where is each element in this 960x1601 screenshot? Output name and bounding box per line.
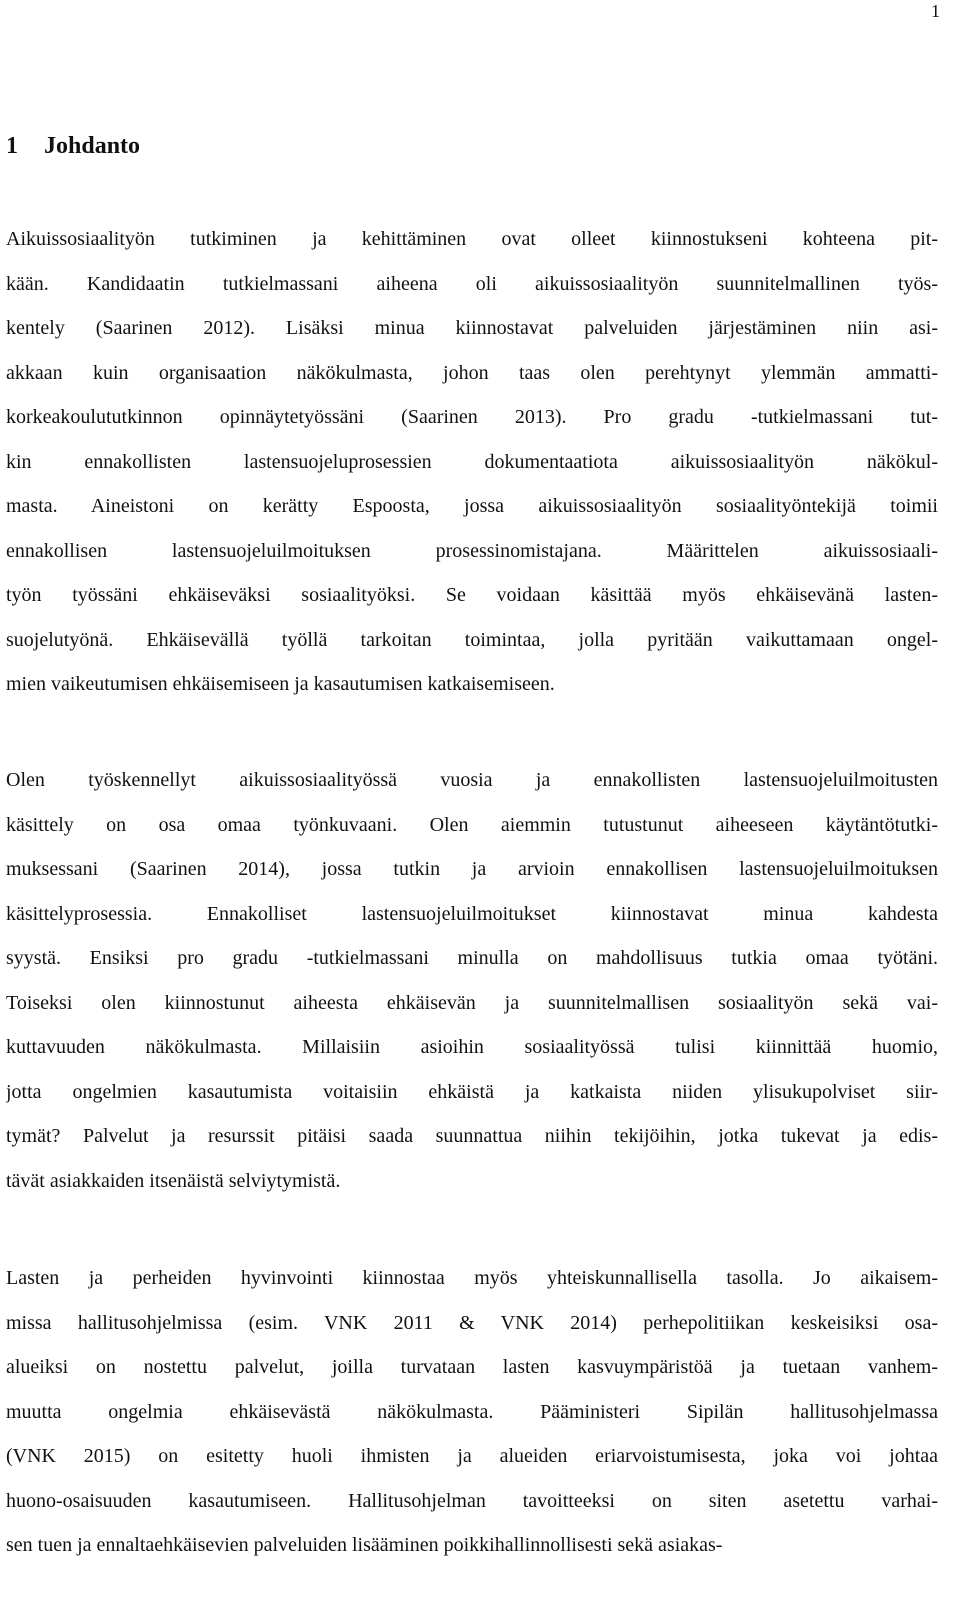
paragraph-2 — [6, 758, 938, 1203]
text-line: huono-osaisuuden kasautumiseen. Hallitusohjelman tavoitteeksi on siten asetettu varhai- — [6, 1489, 938, 1512]
text-line: missa hallitusohjelmissa (esim. VNK 2011 & VNK 2014) perhepolitiikan keskeisiksi osa- — [6, 1311, 938, 1334]
chapter-title: Johdanto — [44, 133, 141, 159]
text-line: tävät asiakkaiden itsenäistä selviytymistä. — [6, 1169, 341, 1192]
text-line: Lasten ja perheiden hyvinvointi kiinnostaa myös yhteiskunnallisella tasolla. Jo aikaisem- — [6, 1267, 938, 1289]
text-line: Olen työskennellyt aikuissosiaalityössä vuosia ja ennakollisten lastensuojeluilmoitusten — [6, 769, 938, 791]
page-number: 1 — [931, 1, 940, 21]
text-line: Toiseksi olen kiinnostunut aiheesta ehkäisevän ja suunnitelmallisen sosiaalityön sekä vai- — [6, 991, 938, 1014]
text-line: alueiksi on nostettu palvelut, joilla turvataan lasten kasvuympäristöä ja tuetaan vanhem- — [6, 1356, 938, 1378]
paragraph-3 — [6, 1256, 938, 1568]
chapter-heading — [6, 130, 140, 162]
text-line: syystä. Ensiksi pro gradu -tutkielmassani minulla on mahdollisuus tutkia omaa työtäni. — [6, 947, 938, 969]
text-line: masta. Aineistoni on kerätty Espoosta, jossa aikuissosiaalityön sosiaalityöntekijä toimii — [6, 495, 938, 517]
text-line: tymät? Palvelut ja resurssit pitäisi saada suunnattua niihin tekijöihin, jotka tukevat ja edis- — [6, 1125, 938, 1147]
text-line: käsittely on osa omaa työnkuvaani. Olen aiemmin tutustunut aiheeseen käytäntötutki- — [6, 813, 938, 836]
text-line: mien vaikeutumisen ehkäisemiseen ja kasautumisen katkaisemiseen. — [6, 673, 555, 695]
text-line: työn työssäni ehkäiseväksi sosiaalityöksi. Se voidaan käsittää myös ehkäisevänä lasten- — [6, 584, 938, 606]
text-line: korkeakoulututkinnon opinnäytetyössäni (Saarinen 2013). Pro gradu -tutkielmassani tut- — [6, 406, 938, 428]
text-line: muutta ongelmia ehkäisevästä näkökulmasta. Pääministeri Sipilän hallitusohjelmassa — [6, 1400, 938, 1423]
text-line: Aikuissosiaalityön tutkiminen ja kehittäminen ovat olleet kiinnostukseni kohteena pit- — [6, 228, 938, 250]
text-line: kentely (Saarinen 2012). Lisäksi minua kiinnostavat palveluiden järjestäminen niin asi- — [6, 317, 938, 339]
text-line: jotta ongelmien kasautumista voitaisiin ehkäistä ja katkaista niiden ylisukupolviset siir- — [6, 1080, 938, 1103]
text-line: muksessani (Saarinen 2014), jossa tutkin ja arvioin ennakollisen lastensuojeluilmoituksen — [6, 858, 938, 880]
paragraph-1 — [6, 217, 938, 707]
text-line: akkaan kuin organisaation näkökulmasta, johon taas olen perehtynyt ylemmän ammatti- — [6, 361, 938, 384]
text-line: (VNK 2015) on esitetty huoli ihmisten ja alueiden eriarvoistumisesta, joka voi johtaa — [6, 1445, 938, 1467]
text-line: kuttavuuden näkökulmasta. Millaisiin asioihin sosiaalityössä tulisi kiinnittää huomio, — [6, 1036, 938, 1058]
text-line: sen tuen ja ennaltaehkäisevien palveluiden lisääminen poikkihallinnollisesti sekä asiakas- — [6, 1534, 723, 1556]
text-line: kään. Kandidaatin tutkielmassani aiheena oli aikuissosiaalityön suunnitelmallinen työs- — [6, 272, 938, 295]
text-line: käsittelyprosessia. Ennakolliset lastensuojeluilmoitukset kiinnostavat minua kahdesta — [6, 902, 938, 925]
text-line: ennakollisen lastensuojeluilmoituksen prosessinomistajana. Määrittelen aikuissosiaali- — [6, 539, 938, 562]
text-line: suojelutyönä. Ehkäisevällä työllä tarkoitan toimintaa, jolla pyritään vaikuttamaan ongel- — [6, 628, 938, 651]
text-line: kin ennakollisten lastensuojeluprosessien dokumentaatiota aikuissosiaalityön näkökul- — [6, 450, 938, 473]
chapter-number: 1 — [6, 133, 18, 159]
